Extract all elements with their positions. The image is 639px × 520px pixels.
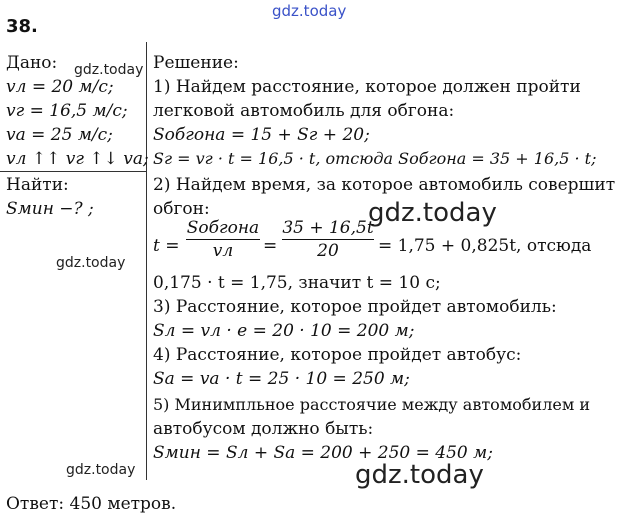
solution-line: 5) Минимпльное расстоячие между автомобилем и xyxy=(153,395,591,414)
given-line: vг = 16,5 м/с; xyxy=(6,101,128,121)
solution-line: автобусом должно быть: xyxy=(153,419,374,439)
solution-line: легковой автомобиль для обгона: xyxy=(153,101,455,121)
watermark-left-top: gdz.today xyxy=(74,62,144,78)
solution-line: обгон: xyxy=(153,199,210,219)
watermark-bottom: gdz.today xyxy=(355,460,484,490)
watermark-center: gdz.today xyxy=(368,198,497,228)
fraction-2-denominator: 20 xyxy=(317,241,339,261)
watermark-top: gdz.today xyxy=(272,2,347,20)
solution-heading: Решение: xyxy=(153,53,239,73)
fraction-2 xyxy=(282,218,374,261)
given-find-divider xyxy=(0,171,146,172)
fraction-1 xyxy=(186,218,260,261)
eq-t-rhs: = 1,75 + 0,825t, отсюда xyxy=(378,236,592,256)
fraction-1-denominator: vл xyxy=(212,241,234,261)
fraction-bar xyxy=(186,239,260,240)
find-line: Sмин −? ; xyxy=(6,199,94,219)
solution-line: Sобгона = 15 + Sг + 20; xyxy=(153,125,370,145)
vertical-divider xyxy=(146,42,147,480)
eq-t-lhs: t = xyxy=(153,236,180,256)
solution-line: Sг = vг · t = 16,5 · t, отсюда Sобгона = 35 + 16,5 · t; xyxy=(153,149,597,168)
solution-line: 2) Найдем время, за которое автомобиль совершит xyxy=(153,175,616,195)
watermark-left-bottom: gdz.today xyxy=(66,462,136,478)
watermark-left-mid: gdz.today xyxy=(56,255,126,271)
answer-text: Ответ: 450 метров. xyxy=(6,494,177,514)
find-heading: Найти: xyxy=(6,175,69,195)
solution-line: Sа = vа · t = 25 · 10 = 250 м; xyxy=(153,369,410,389)
given-line: vл ↑↑ vг ↑↓ vа; xyxy=(6,149,149,169)
fraction-bar xyxy=(282,239,374,240)
eq-t-equals: = xyxy=(263,236,278,256)
solution-line: 1) Найдем расстояние, которое должен пройти xyxy=(153,77,581,97)
fraction-2-numerator: 35 + 16,5t xyxy=(282,218,374,238)
solution-line: 4) Расстояние, которое пройдет автобус: xyxy=(153,345,522,365)
solution-line: Sл = vл · e = 20 · 10 = 200 м; xyxy=(153,321,415,341)
problem-number: 38. xyxy=(6,16,38,37)
solution-line: 0,175 · t = 1,75, значит t = 10 с; xyxy=(153,273,441,293)
given-line: vл = 20 м/с; xyxy=(6,77,114,97)
given-line: vа = 25 м/с; xyxy=(6,125,113,145)
solution-line: Sмин = Sл + Sа = 200 + 250 = 450 м; xyxy=(153,443,493,463)
solution-line: 3) Расстояние, которое пройдет автомобиль: xyxy=(153,297,557,317)
fraction-1-numerator: Sобгона xyxy=(186,218,260,238)
given-heading: Дано: xyxy=(6,53,58,73)
